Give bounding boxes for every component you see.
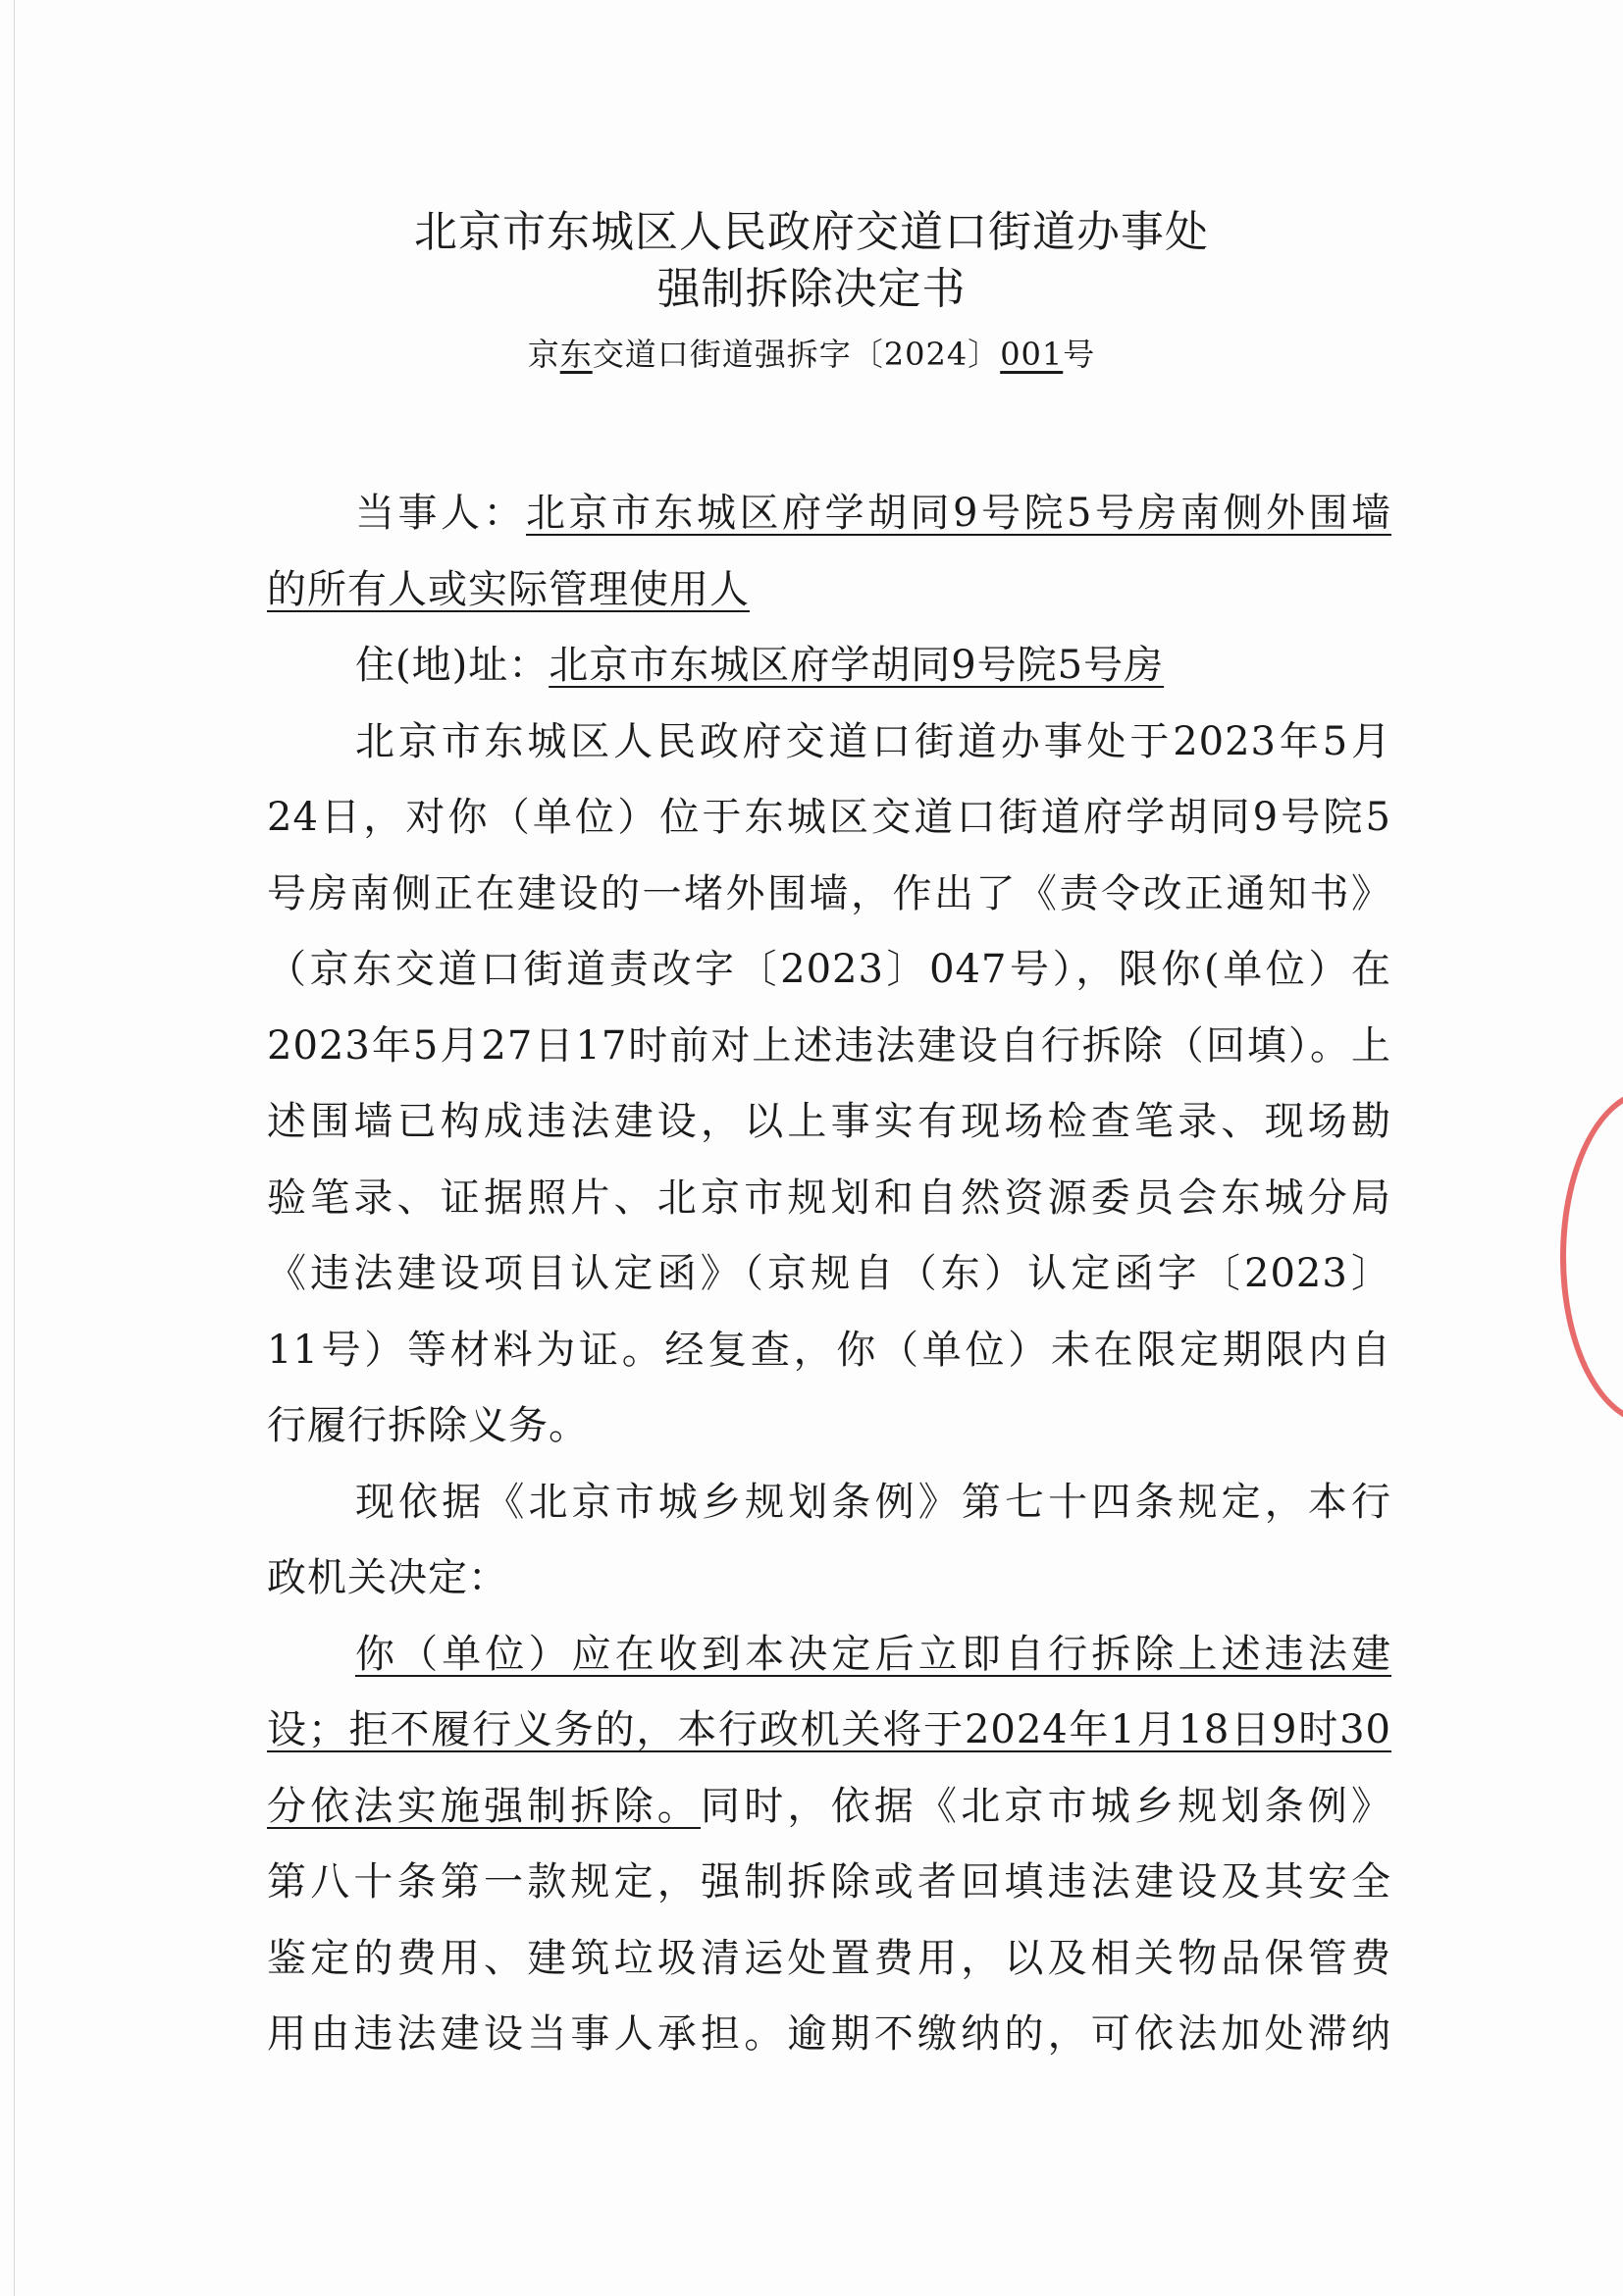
- facts-line: 号房南侧正在建设的一堵外围墙，作出了《责令改正通知书》: [267, 870, 1391, 916]
- decision-line: [267, 1769, 1391, 1846]
- address-label: 住(地)址：: [355, 643, 550, 688]
- facts-line: 2023年5月27日17时前对上述违法建设自行拆除（回填）。上: [267, 1022, 1391, 1069]
- facts-line: 《违法建设项目认定函》（京规自（东）认定函字〔2023〕: [267, 1251, 1391, 1296]
- decision-line: [267, 1693, 1391, 1769]
- decision-line3-rest: 同时，依据《北京市城乡规划条例》: [701, 1783, 1391, 1829]
- facts-line: 行履行拆除义务。: [267, 1403, 589, 1448]
- party-line: [267, 476, 1391, 552]
- doc-number-pre: 京: [527, 336, 560, 373]
- basis-line: 政机关决定：: [267, 1555, 508, 1600]
- decision-line: 鉴定的费用、建筑垃圾清运处置费用，以及相关物品保管费: [267, 1935, 1391, 1981]
- facts-line: （京东交道口街道责改字〔2023〕047号），限你(单位）在: [267, 947, 1391, 992]
- decision-underlined-1: 你（单位）应在收到本决定后立即自行拆除上述违法建: [355, 1631, 1391, 1677]
- doc-number-mid: 交道口街道强拆字〔2024〕: [592, 336, 1001, 373]
- address-value: 北京市东城区府学胡同9号院5号房: [549, 643, 1165, 688]
- facts-line: 述围墙已构成违法建设，以上事实有现场检查笔录、现场勘: [267, 1099, 1391, 1144]
- doc-number-underlined-1: 东: [559, 336, 593, 373]
- doc-number-underlined-2: 001: [1000, 336, 1064, 373]
- doc-number-post: 号: [1063, 336, 1096, 373]
- decision-line: 第八十条第一款规定，强制拆除或者回填违法建设及其安全: [267, 1859, 1391, 1905]
- party-name-line1: 北京市东城区府学胡同9号院5号房南侧外围墙: [526, 491, 1391, 536]
- facts-line: 11号）等材料为证。经复查，你（单位）未在限定期限内自: [267, 1327, 1391, 1373]
- basis-line: 现依据《北京市城乡规划条例》第七十四条规定，本行: [355, 1479, 1391, 1525]
- facts-line: 24日，对你（单位）位于东城区交道口街道府学胡同9号院5: [267, 795, 1391, 840]
- party-name-line2: 的所有人或实际管理使用人: [267, 566, 750, 612]
- party-label: 当事人：: [355, 491, 527, 536]
- facts-line: 验笔录、证据照片、北京市规划和自然资源委员会东城分局: [267, 1174, 1391, 1221]
- document-title-line2: 强制拆除决定书: [656, 264, 967, 314]
- official-seal-stamp: [1560, 1089, 1623, 1425]
- decision-line: [267, 1617, 1391, 1694]
- document-body: [267, 476, 1391, 2073]
- address-line: [267, 628, 1391, 704]
- decision-underlined-2: 设；拒不履行义务的，本行政机关将于2024年1月18日9时30: [267, 1707, 1391, 1752]
- facts-line: 北京市东城区人民政府交道口街道办事处于2023年5月: [355, 718, 1391, 764]
- party-line-2: [267, 552, 1391, 629]
- decision-line: 用由违法建设当事人承担。逾期不缴纳的，可依法加处滞纳: [267, 2011, 1391, 2057]
- decision-underlined-3: 分依法实施强制拆除。: [267, 1783, 701, 1829]
- document-number: [0, 330, 1623, 375]
- document-title-line1: 北京市东城区人民政府交道口街道办事处: [414, 207, 1209, 257]
